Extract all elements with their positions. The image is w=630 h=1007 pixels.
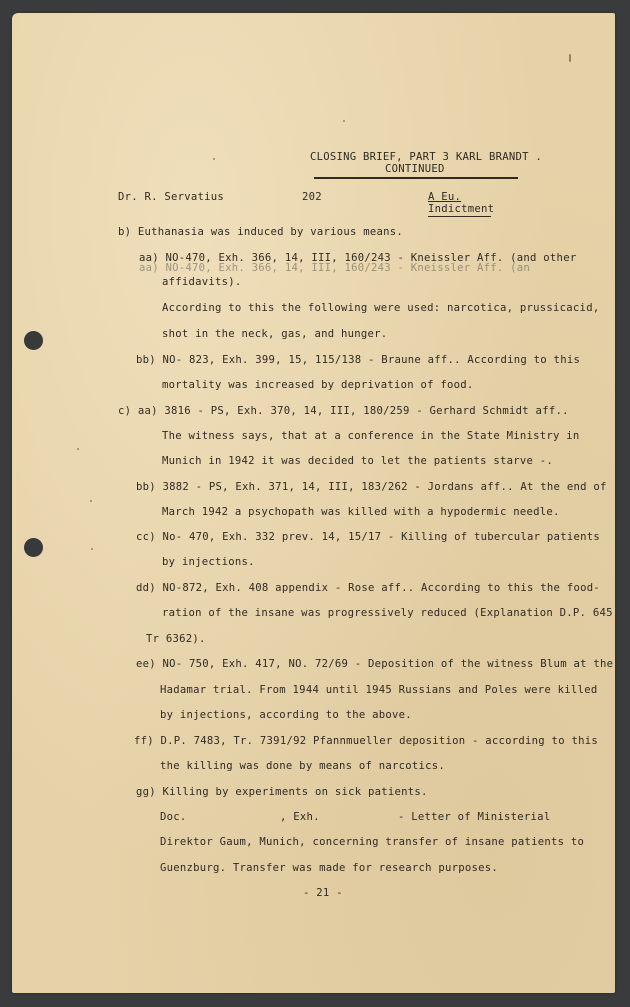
indictment-underline (428, 216, 491, 217)
stray-mark (569, 54, 571, 62)
section-b-intro: b) Euthanasia was induced by various means. (118, 226, 404, 238)
item-aa-line3: According to this the following were used: narcotica, prussicacid, (162, 302, 600, 314)
item-gg-doc: Doc. (160, 811, 187, 823)
stray-mark (213, 158, 215, 160)
item-c-aa-line3: Munich in 1942 it was decided to let the patients starve -. (162, 455, 554, 467)
page-number: - 21 - (303, 887, 343, 899)
item-bb-line2: mortality was increased by deprivation of food. (162, 379, 474, 391)
stray-mark (91, 548, 93, 550)
item-c-aa-line2: The witness says, that at a conference in the State Ministry in (162, 430, 580, 442)
stray-mark (343, 120, 345, 122)
item-gg-line4: Guenzburg. Transfer was made for research purposes. (160, 862, 499, 874)
item-c-bb-line1: bb) 3882 - PS, Exh. 371, 14, III, 183/262 - Jordans aff.. At the end of (136, 481, 607, 493)
item-gg-letter: - Letter of Ministerial (398, 811, 551, 823)
item-gg-line3: Direktor Gaum, Munich, concerning transfer of insane patients to (160, 836, 585, 848)
item-dd-line3: Tr 6362). (146, 633, 206, 645)
item-gg-exh: , Exh. (280, 811, 320, 823)
author: Dr. R. Servatius (118, 191, 225, 203)
item-gg-line1: gg) Killing by experiments on sick patients. (136, 786, 428, 798)
punch-hole-bottom (24, 538, 43, 557)
item-c-aa-line1: c) aa) 3816 - PS, Exh. 370, 14, III, 180/259 - Gerhard Schmidt aff.. (118, 405, 569, 417)
item-cc-line2: by injections. (162, 556, 255, 568)
item-ff-line2: the killing was done by means of narcotics. (160, 760, 446, 772)
reference-code: A Eu. (428, 191, 462, 203)
reference-indictment: Indictment (428, 203, 495, 215)
stray-mark (90, 500, 92, 502)
item-ee-line2: Hadamar trial. From 1944 until 1945 Russians and Poles were killed (160, 684, 598, 696)
item-ff-line1: ff) D.P. 7483, Tr. 7391/92 Pfannmueller deposition - according to this (134, 735, 598, 747)
item-c-bb-line2: March 1942 a psychopath was killed with a hypodermic needle. (162, 506, 560, 518)
item-ee-line1: ee) NO- 750, Exh. 417, NO. 72/69 - Deposition of the witness Blum at the (136, 658, 614, 670)
punch-hole-top (24, 331, 43, 350)
item-aa-line4: shot in the neck, gas, and hunger. (162, 328, 388, 340)
stray-mark (77, 448, 79, 450)
item-cc-line1: cc) No- 470, Exh. 332 prev. 14, 15/17 - Killing of tubercular patients (136, 531, 600, 543)
document-subtitle: CONTINUED (385, 163, 445, 175)
item-aa-overlay: aa) NO-470, Exh. 366, 14, III, 160/243 - Kneissler Aff. (an (139, 262, 531, 274)
document-number: 202 (302, 191, 322, 203)
item-aa-line1: aa) NO-470, Exh. 366, 14, III, 160/243 - Kneissler Aff. (and other (139, 252, 577, 264)
item-dd-line2: ration of the insane was progressively reduced (Explanation D.P. 645 (162, 607, 613, 619)
document-title: CLOSING BRIEF, PART 3 KARL BRANDT . (310, 151, 542, 163)
item-dd-line1: dd) NO-872, Exh. 408 appendix - Rose aff.. According to this the food- (136, 582, 600, 594)
item-aa-line2: affidavits). (162, 276, 242, 288)
item-ee-line3: by injections, according to the above. (160, 709, 412, 721)
title-underline (314, 177, 518, 179)
item-bb-line1: bb) NO- 823, Exh. 399, 15, 115/138 - Braune aff.. According to this (136, 354, 581, 366)
